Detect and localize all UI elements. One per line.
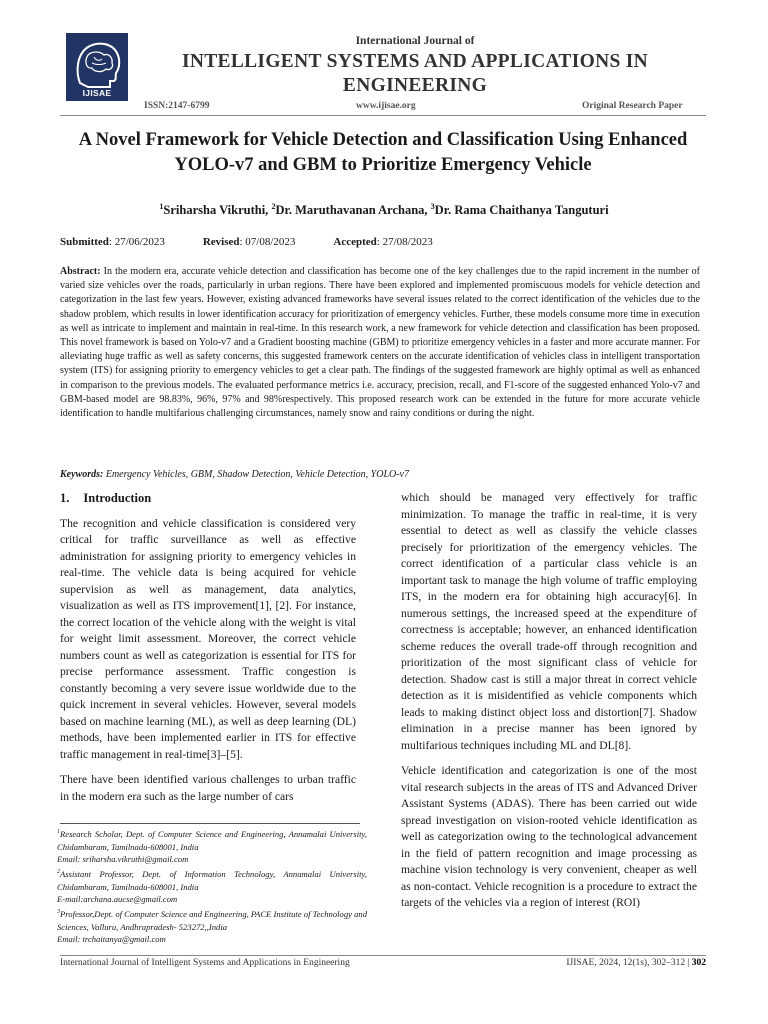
revised-date: : 07/08/2023 — [239, 236, 296, 248]
footnote-2-email: E-mail:archana.aucse@gmail.com — [57, 894, 178, 905]
author-list — [0, 202, 768, 218]
footnote-marker: 1 — [57, 829, 60, 835]
footnote-1 — [57, 826, 367, 853]
author-1-number: 1 — [159, 202, 164, 211]
author-1-name: Sriharsha Vikruthi, — [163, 203, 269, 218]
paper-type: Original Research Paper — [582, 101, 683, 111]
footnote-affiliation: Professor,Dept. of Computer Science and Engineering, PACE Institute of Technology and Sciences, Valluru, Andhrapradesh- 523272,,India — [57, 908, 367, 932]
abstract-label: Abstract: — [60, 266, 101, 277]
journal-of-label: International Journal of — [355, 35, 475, 47]
section-number: 1. — [60, 491, 70, 505]
section-heading-introduction — [60, 490, 356, 507]
keywords-label: Keywords: — [60, 469, 104, 480]
left-column — [60, 490, 356, 814]
submission-dates — [60, 236, 433, 248]
footer-journal-name: International Journal of Intelligent Systems and Applications in Engineering — [60, 958, 350, 968]
author-3-name: Dr. Rama Chaithanya Tanguturi — [434, 203, 609, 218]
submitted-label: Submitted — [60, 236, 109, 248]
footnote-rule — [60, 823, 360, 824]
affiliation-footnotes — [57, 826, 367, 946]
body-paragraph: The recognition and vehicle classification is considered very critical for traffic surveillance as well as effective administration for assigning priority to emergency vehicles in real-time. The vehicle data is being acquired for vehicle supervision as well as management, data analytics, visualization as well as ITS improvement[1], [2]. For instance, the correct location of the vehicle along with the weight is vital for weight limit assessment. Moreover, the correct vehicle numbers count as well as categorization is essential for ITS for precise performance assessment. Traffic congestion is constantly becoming a very severe issue worldwide due to the quick increment in several vehicles. However, several models based on machine learning (ML), as well as deep learning (DL) methods, have been implemented earlier in ITS for effective traffic management in real-time[3]–[5]. — [60, 516, 356, 761]
footnote-affiliation: Research Scholar, Dept. of Computer Science and Engineering, Annamalai University, Chidambaram, Tamilnadu-608001, India — [57, 828, 367, 852]
footnote-affiliation: Assistant Professor, Dept. of Information Technology, Annamalai University, Chidambaram, Tamilnadu-608001, India — [57, 868, 367, 892]
footnote-3-email: Email: trchaitanya@gmail.com — [57, 934, 166, 945]
footnote-1-email: Email: sriharsha.vikruthi@gmail.com — [57, 854, 189, 865]
footer-volume: IJISAE, 2024, 12(1s), 302–312 | — [566, 958, 690, 968]
logo-text: IJISAE — [82, 88, 112, 98]
revised-label: Revised — [202, 236, 240, 248]
section-title: Introduction — [83, 491, 152, 505]
right-column — [401, 490, 697, 921]
abstract — [60, 265, 700, 421]
body-paragraph: Vehicle identification and categorization is one of the most vital research subjects in the areas of ITS and Advanced Driver Assistant Systems (ADAS). There has been carried out wide spread investigation on vision-rooted vehicle identification as well as categorization owing to the technological advancement in the field of pattern recognition and image processing as machine vision technology is very convenient, cheaper as well as non-contact. Vehicle recognition is a procedure to extract the targets of the vehicles via a region of interest (ROI) — [401, 764, 697, 909]
issn: ISSN:2147-6799 — [144, 101, 210, 111]
footnote-3 — [57, 906, 367, 933]
footnote-marker: 3 — [57, 908, 60, 915]
footer-rule — [60, 955, 706, 956]
page-number: 302 — [691, 958, 706, 968]
author-2-number: 2 — [271, 202, 276, 211]
footnote-2 — [57, 866, 367, 893]
body-paragraph: There have been identified various challenges to urban traffic in the modern era such as the large number of cars — [60, 773, 356, 803]
header-rule — [60, 115, 706, 116]
author-3-number: 3 — [430, 202, 435, 211]
keywords — [60, 469, 700, 480]
submitted-date: : 27/06/2023 — [108, 236, 165, 248]
journal-title: INTELLIGENT SYSTEMS AND APPLICATIONS IN ENGINEERING — [181, 51, 649, 96]
author-2-name: Dr. Maruthavanan Archana, — [275, 203, 428, 218]
footnote-marker: 2 — [57, 868, 60, 875]
abstract-text: In the modern era, accurate vehicle detection and classification has become one of the key challenges due to the rapid increment in the number of varied size vehicles over the roads, particularly in urban regions. There have been explored and implemented promiscuous models for vehicle detection and categorization in the last few years. However, existing advanced frameworks have several issues related to the correct identification of the vehicles due to the shadow problem, which results in lower identification accuracy for prioritization of emergency vehicles. Further, these models consume more time in execution as well as intricate to implement and maintain in real-time. In this research work, a new framework for vehicle detection and classification has been proposed. This novel framework is based on Yolo-v7 and a Gradient boosting machine (GBM) to prioritize emergency vehicles in a faster and more accurate manner. For alleviating huge traffic as well as safety concerns, this suggested framework centers on the accurate identification of vehicles class in intelligent transportation system (ITS) for assigning priority to emergency vehicles to get a clear path. The findings of the suggested framework are highly optimal as well as enhanced in comparison to the previous models. The evaluated performance metrics i.e. accuracy, precision, recall, and F1-score of the suggested enhanced Yolo-v7 and GBM-based model are 98.83%, 96%, 97% and 98%respectively. This proposed research work can be extended in the future for more accurate vehicle identification to handle multifarious challenging circumstances, namely snow and rainy conditions or during the night. — [60, 266, 700, 420]
accepted-date: : 27/08/2023 — [376, 236, 433, 248]
accepted-label: Accepted — [333, 236, 377, 248]
body-paragraph: which should be managed very effectively for traffic minimization. To manage the traffic in real-time, it is very essential to detect as well as classify the vehicle classes precisely for prioritization of the emergency vehicles. The correct identification of a particular class vehicle is an important task to manage the high volume of traffic employing ITS, in the modern era for obtaining high accuracy[6]. In numerous settings, the increased speed at the expenditure of correctness is acceptable; however, an enhanced identification scheme reduces the overall trade-off through recognition and prioritization of the most significant class of vehicle for detection. Shadow cast is still a major threat in correct vehicle detection as it is misidentified as vehicle components which leads to making distinct object loss and distortion[7]. Shadow elimination in a precise manner has been ignored by multifarious techniques including ML and DL[8]. — [401, 491, 697, 752]
keywords-text: Emergency Vehicles, GBM, Shadow Detection, Vehicle Detection, YOLO-v7 — [105, 469, 409, 480]
journal-website-link[interactable]: www.ijisae.org — [356, 101, 416, 111]
footer-citation — [566, 958, 706, 968]
paper-title: A Novel Framework for Vehicle Detection and Classification Using Enhanced YOLO-v7 and GBM to Prioritize Emergency Vehicle — [78, 130, 688, 175]
